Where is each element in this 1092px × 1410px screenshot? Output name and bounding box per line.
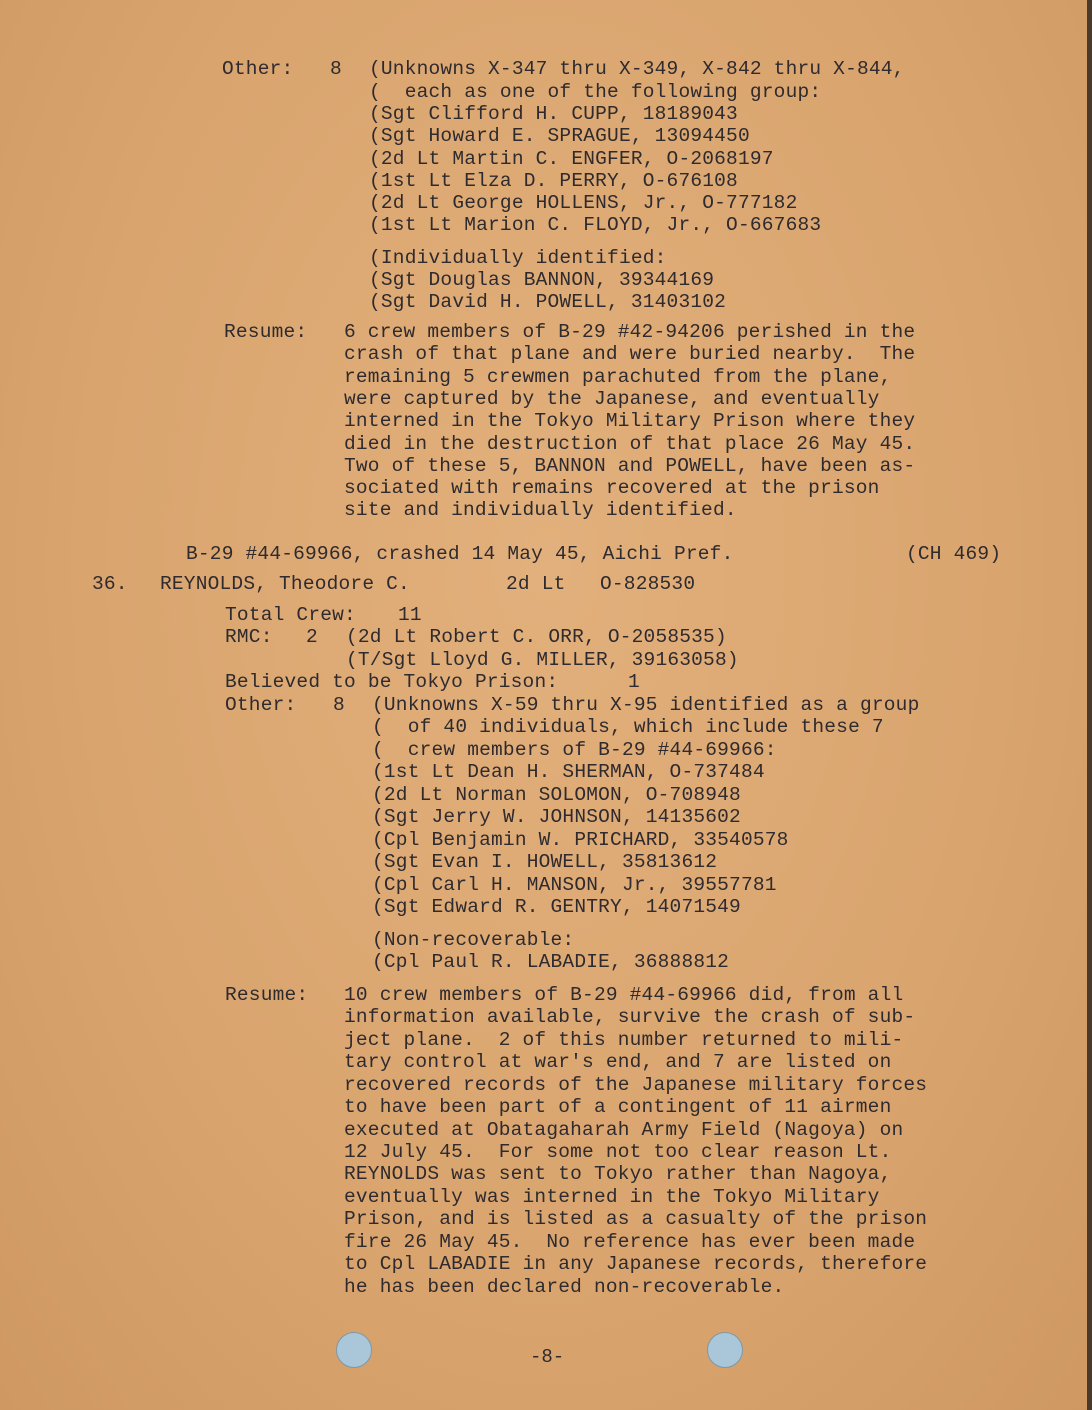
rmc-line: (T/Sgt Lloyd G. MILLER, 39163058) (346, 649, 739, 671)
other-line: ( each as one of the following group: (369, 81, 822, 103)
other-line: (1st Lt Marion C. FLOYD, Jr., O-667683 (369, 214, 822, 236)
other-line: (Cpl Carl H. MANSON, Jr., 39557781 (372, 874, 777, 896)
entry-rank: 2d Lt (506, 573, 566, 595)
rmc-line: (2d Lt Robert C. ORR, O-2058535) (346, 626, 727, 648)
other-line: (2d Lt Martin C. ENGFER, O-2068197 (369, 148, 774, 170)
other-line: (Unknowns X-59 thru X-95 identified as a group (372, 694, 920, 716)
believed-count: 1 (628, 671, 640, 693)
case-ref: (CH 469) (906, 543, 1002, 565)
entry-name: REYNOLDS, Theodore C. (160, 573, 410, 595)
identified-line: (Individually identified: (369, 247, 667, 269)
plane-heading: B-29 #44-69966, crashed 14 May 45, Aichi Pref. (186, 543, 734, 565)
resume-line: remaining 5 crewmen parachuted from the plane, (344, 366, 892, 388)
page-edge (1087, 0, 1092, 1410)
identified-line: (Sgt Douglas BANNON, 39344169 (369, 269, 715, 291)
resume-line: 10 crew members of B-29 #44-69966 did, from all (344, 984, 904, 1006)
nonrecoverable-line: (Non-recoverable: (372, 929, 575, 951)
punch-hole-right (707, 1332, 743, 1368)
resume-line: were captured by the Japanese, and eventually (344, 388, 880, 410)
resume-line: to have been part of a contingent of 11 airmen (344, 1096, 892, 1118)
resume-line: died in the destruction of that place 26 May 45. (344, 433, 916, 455)
resume-line: fire 26 May 45. No reference has ever been made (344, 1231, 916, 1253)
other-line: (Sgt Evan I. HOWELL, 35813612 (372, 851, 718, 873)
other-label: Other: (225, 694, 297, 716)
resume-line: sociated with remains recovered at the prison (344, 477, 880, 499)
total-crew-label: Total Crew: (225, 604, 356, 626)
resume-line: tary control at war's end, and 7 are listed on (344, 1051, 892, 1073)
resume-line: recovered records of the Japanese military forces (344, 1074, 928, 1096)
resume-line: eventually was interned in the Tokyo Military (344, 1186, 880, 1208)
resume-line: ject plane. 2 of this number returned to mili- (344, 1029, 904, 1051)
other-count: 8 (333, 694, 345, 716)
other-line: (1st Lt Dean H. SHERMAN, O-737484 (372, 761, 765, 783)
resume-line: interned in the Tokyo Military Prison where they (344, 410, 916, 432)
other-line: ( of 40 individuals, which include these 7 (372, 716, 884, 738)
rmc-label: RMC: (225, 626, 273, 648)
nonrecoverable-line: (Cpl Paul R. LABADIE, 36888812 (372, 951, 730, 973)
identified-line: (Sgt David H. POWELL, 31403102 (369, 291, 727, 313)
resume-line: 12 July 45. For some not too clear reason Lt. (344, 1141, 892, 1163)
other-line: (Sgt Howard E. SPRAGUE, 13094450 (369, 125, 750, 147)
rmc-count: 2 (306, 626, 318, 648)
entry-number: 36. (92, 573, 128, 595)
other-count: 8 (330, 58, 342, 80)
resume-line: REYNOLDS was sent to Tokyo rather than Nagoya, (344, 1163, 892, 1185)
other-label: Other: (222, 58, 294, 80)
other-line: (Unknowns X-347 thru X-349, X-842 thru X-844, (369, 58, 905, 80)
resume-line: to Cpl LABADIE in any Japanese records, therefore (344, 1253, 928, 1275)
other-line: (Sgt Edward R. GENTRY, 14071549 (372, 896, 741, 918)
resume-line: 6 crew members of B-29 #42-94206 perished in the (344, 321, 916, 343)
other-line: (2d Lt George HOLLENS, Jr., O-777182 (369, 192, 798, 214)
resume-label: Resume: (225, 984, 309, 1006)
total-crew: 11 (398, 604, 422, 626)
resume-line: he has been declared non-recoverable. (344, 1276, 785, 1298)
punch-hole-left (336, 1332, 372, 1368)
resume-line: Two of these 5, BANNON and POWELL, have been as- (344, 455, 916, 477)
other-line: (2d Lt Norman SOLOMON, O-708948 (372, 784, 741, 806)
resume-label: Resume: (224, 321, 308, 343)
resume-line: Prison, and is listed as a casualty of the prison (344, 1208, 928, 1230)
page-number: -8- (530, 1346, 565, 1368)
other-line: (Sgt Clifford H. CUPP, 18189043 (369, 103, 738, 125)
resume-line: information available, survive the crash of sub- (344, 1006, 916, 1028)
resume-line: crash of that plane and were buried nearby. The (344, 343, 916, 365)
other-line: ( crew members of B-29 #44-69966: (372, 739, 777, 761)
other-line: (Cpl Benjamin W. PRICHARD, 33540578 (372, 829, 789, 851)
believed-label: Believed to be Tokyo Prison: (225, 671, 559, 693)
resume-line: site and individually identified. (344, 499, 737, 521)
entry-serial: O-828530 (600, 573, 696, 595)
other-line: (1st Lt Elza D. PERRY, O-676108 (369, 170, 738, 192)
other-line: (Sgt Jerry W. JOHNSON, 14135602 (372, 806, 741, 828)
resume-line: executed at Obatagaharah Army Field (Nagoya) on (344, 1119, 904, 1141)
